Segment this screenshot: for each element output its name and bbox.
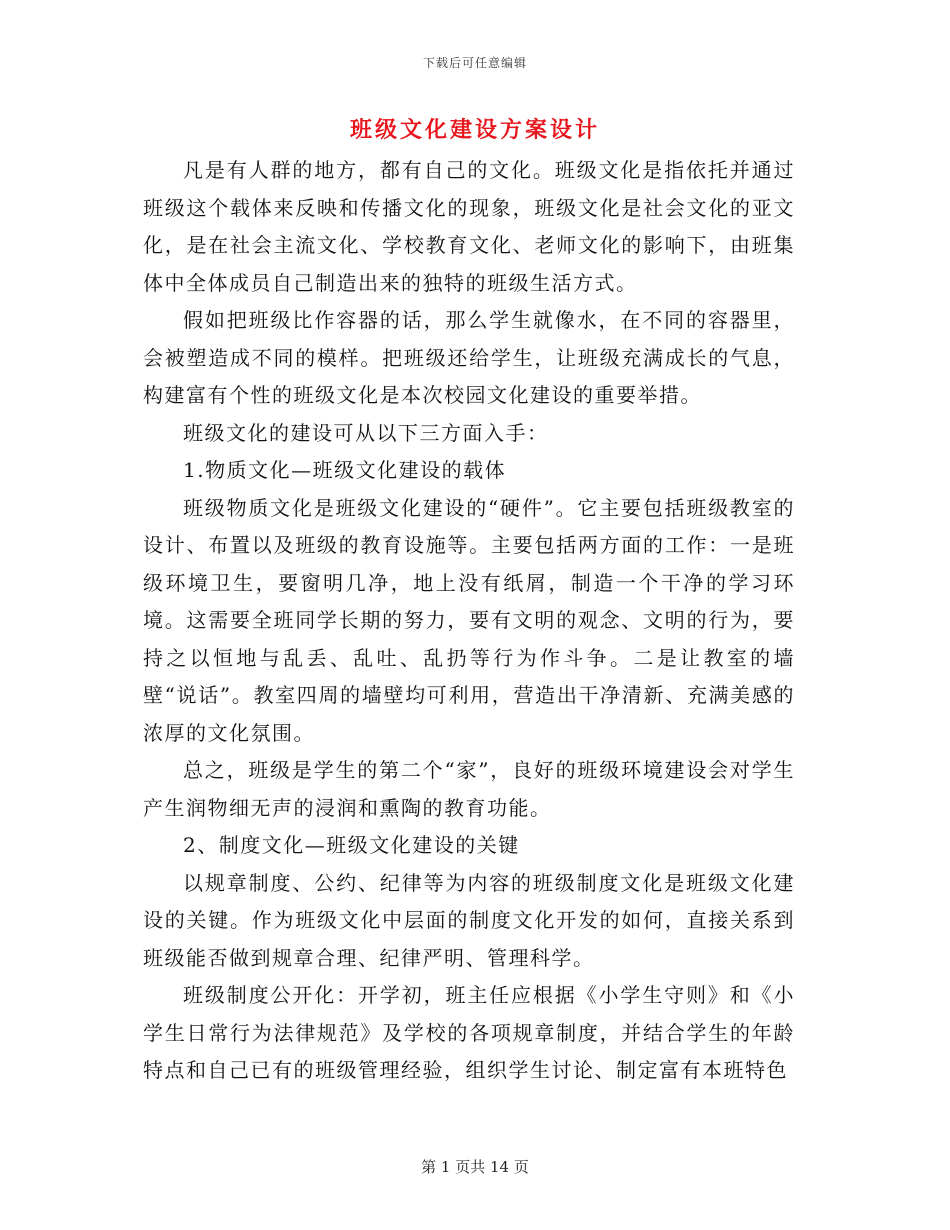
document-body xyxy=(143,152,795,1090)
page-number: 第 1 页共 14 页 xyxy=(421,1158,529,1176)
paragraph-summary: 总之，班级是学生的第二个“家”，良好的班级环境建设会对学生产生润物细无声的浸润和熏陶的教育功能。 xyxy=(143,758,795,820)
section-heading-system-culture: 2、制度文化—班级文化建设的关键 xyxy=(183,833,520,857)
paragraph-system-public: 班级制度公开化：开学初，班主任应根据《小学生守则》和《小学生日常行为法律规范》及学校的各项规章制度，并结合学生的年龄特点和自己已有的班级管理经验，组织学生讨论、制定富有本班特色 xyxy=(143,983,795,1082)
paragraph-material-culture: 班级物质文化是班级文化建设的“硬件”。它主要包括班级教室的设计、布置以及班级的教育设施等。主要包括两方面的工作：一是班级环境卫生，要窗明几净，地上没有纸屑，制造一个干净的学习环境。这需要全班同学长期的努力，要有文明的观念、文明的行为，要持之以恒地与乱丢、乱吐、乱扔等行为作斗争。二是让教室的墙壁“说话”。教室四周的墙壁均可利用，营造出干净清新、充满美感的浓厚的文化氛围。 xyxy=(143,495,795,745)
paragraph-intro: 凡是有人群的地方，都有自己的文化。班级文化是指依托并通过班级这个载体来反映和传播文化的现象，班级文化是社会文化的亚文化，是在社会主流文化、学校教育文化、老师文化的影响下，由班集体中全体成员自己制造出来的独特的班级生活方式。 xyxy=(143,158,795,295)
paragraph-system-culture: 以规章制度、公约、纪律等为内容的班级制度文化是班级文化建设的关键。作为班级文化中层面的制度文化开发的如何，直接关系到班级能否做到规章合理、纪律严明、管理科学。 xyxy=(143,870,795,970)
page-header-note: 下载后可任意编辑 xyxy=(422,56,527,70)
document-title: 班级文化建设方案设计 xyxy=(349,117,600,143)
paragraph-three-aspects: 班级文化的建设可从以下三方面入手： xyxy=(183,420,549,445)
section-heading-material-culture: 1.物质文化—班级文化建设的载体 xyxy=(183,458,507,482)
paragraph-container-metaphor: 假如把班级比作容器的话，那么学生就像水，在不同的容器里，会被塑造成不同的模样。把班级还给学生，让班级充满成长的气息，构建富有个性的班级文化是本次校园文化建设的重要举措。 xyxy=(143,308,795,407)
